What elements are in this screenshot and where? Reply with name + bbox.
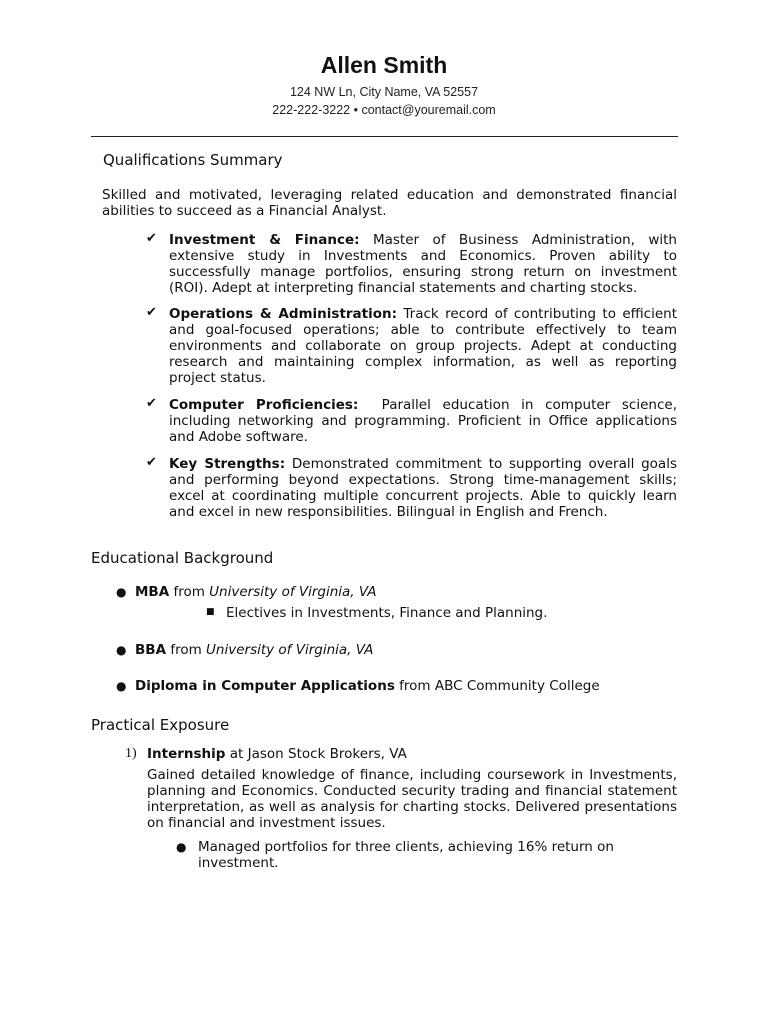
- education-title: Educational Background: [91, 549, 274, 567]
- contact-phone-email: 222-222-3222 • contact@youremail.com: [272, 103, 496, 117]
- education-item-diploma: Diploma in Computer Applications from ABC Community College: [135, 678, 600, 694]
- candidate-name: Allen Smith: [320, 52, 448, 78]
- qualification-text: Operations & Administration: Track record of contributing to efficient and goal-focused operations; able to contribute effectively to team environments and collaborate on group projects. Adept at conducting research and maintaining complex information, as well as reporting project status.: [169, 306, 678, 386]
- qualification-text: Investment & Finance: Master of Business Administration, with extensive study in Investments and Economics. Proven ability to successfully manage portfolios, ensuring strong return on investment (ROI). Adept at interpreting financial statements and charting stocks.: [169, 232, 677, 296]
- education-item-bba: BBA from University of Virginia, VA: [135, 642, 374, 658]
- exposure-number: 1): [125, 746, 137, 761]
- checkmark-icon: ✔: [146, 305, 157, 320]
- contact-address: 124 NW Ln, City Name, VA 52557: [289, 85, 479, 99]
- checkmark-icon: ✔: [146, 231, 157, 246]
- disc-bullet-icon: ●: [116, 679, 127, 693]
- exposure-heading: Internship at Jason Stock Brokers, VA: [147, 746, 407, 762]
- exposure-description: Gained detailed knowledge of finance, including coursework in Investments, planning and Economics. Conducted security trading and financial statement interpretation, as well as analysis for charting stocks. Delivered presentations on financial and investment issues.: [147, 767, 677, 831]
- disc-bullet-icon: ●: [116, 643, 127, 657]
- square-bullet-icon: ■: [206, 607, 215, 617]
- exposure-title: Practical Exposure: [91, 716, 230, 734]
- qualification-text: Key Strengths: Demonstrated commitment to supporting overall goals and performing beyond expectations. Strong time-management skills; excel at coordinating multiple concurrent projects. Able to quickly learn and excel in new responsibilities. Bilingual in English and French.: [169, 456, 677, 520]
- qualification-text: Computer Proficiencies: Parallel education in computer science, including networking and programming. Proficient in Office applications and Adobe software.: [169, 397, 682, 445]
- qualifications-title: Qualifications Summary: [103, 151, 283, 169]
- qualifications-intro: Skilled and motivated, leveraging related education and demonstrated financial abilities to succeed as a Financial Analyst.: [102, 187, 677, 219]
- checkmark-icon: ✔: [146, 455, 157, 470]
- education-mba-electives: Electives in Investments, Finance and Planning.: [226, 605, 548, 621]
- disc-bullet-icon: ●: [116, 585, 127, 599]
- exposure-achievement: Managed portfolios for three clients, achieving 16% return on investment.: [198, 839, 614, 871]
- checkmark-icon: ✔: [146, 396, 157, 411]
- header-divider: [91, 136, 678, 137]
- disc-bullet-icon: ●: [176, 840, 187, 854]
- education-item-mba: MBA from University of Virginia, VA: [135, 584, 377, 600]
